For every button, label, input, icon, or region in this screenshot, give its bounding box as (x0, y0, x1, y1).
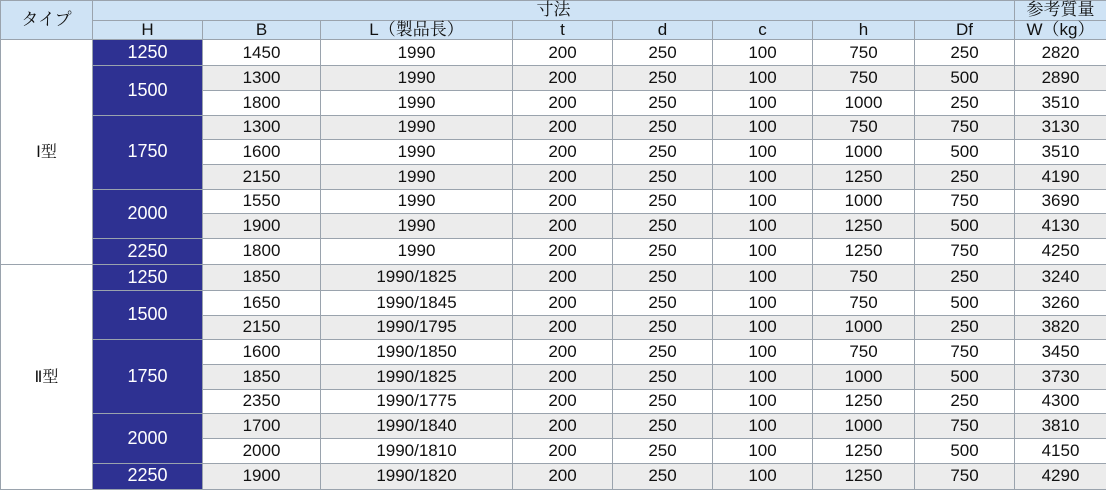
cell-b: 1850 (203, 265, 321, 291)
cell-t: 200 (513, 439, 613, 464)
cell-c: 100 (713, 40, 813, 66)
cell-l: 1990 (321, 189, 513, 214)
cell-b: 1850 (203, 365, 321, 390)
cell-d: 250 (613, 214, 713, 239)
cell-df: 750 (915, 115, 1015, 140)
cell-t: 200 (513, 389, 613, 414)
header-col-h: H (93, 20, 203, 40)
header-col-c: c (713, 20, 813, 40)
cell-c: 100 (713, 66, 813, 91)
cell-l: 1990/1810 (321, 439, 513, 464)
cell-df: 500 (915, 365, 1015, 390)
cell-h: 1250 (813, 165, 915, 190)
cell-d: 250 (613, 315, 713, 340)
cell-h: 1000 (813, 91, 915, 116)
type-cell (1, 40, 93, 265)
cell-df: 250 (915, 40, 1015, 66)
cell-d: 250 (613, 414, 713, 439)
cell-l: 1990/1825 (321, 265, 513, 291)
cell-c: 100 (713, 291, 813, 316)
cell-t: 200 (513, 66, 613, 91)
h-value-cell: 1250 (93, 265, 203, 291)
h-value-cell: 2250 (93, 239, 203, 265)
cell-t: 200 (513, 140, 613, 165)
header-type: タイプ (1, 1, 93, 40)
cell-c: 100 (713, 463, 813, 489)
h-value-cell: 1500 (93, 291, 203, 340)
cell-c: 100 (713, 315, 813, 340)
cell-b: 1700 (203, 414, 321, 439)
cell-d: 250 (613, 265, 713, 291)
cell-df: 750 (915, 414, 1015, 439)
cell-mass: 4290 (1015, 463, 1106, 489)
cell-l: 1990 (321, 239, 513, 265)
h-value-cell: 1750 (93, 115, 203, 189)
cell-b: 1300 (203, 66, 321, 91)
cell-d: 250 (613, 140, 713, 165)
cell-mass: 3810 (1015, 414, 1106, 439)
h-value-cell: 1250 (93, 40, 203, 66)
cell-l: 1990/1775 (321, 389, 513, 414)
cell-d: 250 (613, 291, 713, 316)
cell-l: 1990 (321, 214, 513, 239)
cell-d: 250 (613, 463, 713, 489)
cell-t: 200 (513, 91, 613, 116)
cell-t: 200 (513, 40, 613, 66)
cell-mass: 3450 (1015, 340, 1106, 365)
cell-t: 200 (513, 315, 613, 340)
cell-h: 1000 (813, 365, 915, 390)
header-row-top (1, 1, 1106, 21)
header-col-h2: h (813, 20, 915, 40)
cell-mass: 4150 (1015, 439, 1106, 464)
cell-l: 1990/1845 (321, 291, 513, 316)
cell-h: 1000 (813, 315, 915, 340)
cell-d: 250 (613, 365, 713, 390)
cell-b: 2000 (203, 439, 321, 464)
cell-h: 750 (813, 340, 915, 365)
cell-b: 1800 (203, 239, 321, 265)
cell-t: 200 (513, 189, 613, 214)
cell-c: 100 (713, 239, 813, 265)
cell-mass: 3820 (1015, 315, 1106, 340)
cell-df: 500 (915, 291, 1015, 316)
cell-c: 100 (713, 214, 813, 239)
cell-l: 1990 (321, 115, 513, 140)
cell-l: 1990/1795 (321, 315, 513, 340)
cell-b: 1600 (203, 340, 321, 365)
cell-d: 250 (613, 40, 713, 66)
type-label: Ⅱ型 (34, 368, 59, 386)
cell-h: 1250 (813, 389, 915, 414)
cell-h: 1250 (813, 239, 915, 265)
cell-df: 250 (915, 91, 1015, 116)
header-col-b: B (203, 20, 321, 40)
cell-h: 1250 (813, 439, 915, 464)
cell-t: 200 (513, 365, 613, 390)
cell-l: 1990 (321, 91, 513, 116)
cell-b: 2150 (203, 315, 321, 340)
cell-c: 100 (713, 165, 813, 190)
header-col-t: t (513, 20, 613, 40)
cell-c: 100 (713, 265, 813, 291)
cell-b: 2350 (203, 389, 321, 414)
cell-d: 250 (613, 115, 713, 140)
cell-df: 500 (915, 66, 1015, 91)
cell-d: 250 (613, 439, 713, 464)
table-row (1, 291, 1106, 316)
cell-c: 100 (713, 189, 813, 214)
cell-df: 750 (915, 463, 1015, 489)
cell-c: 100 (713, 439, 813, 464)
cell-mass: 3730 (1015, 365, 1106, 390)
cell-l: 1990/1850 (321, 340, 513, 365)
cell-mass: 3130 (1015, 115, 1106, 140)
h-value-cell: 2250 (93, 463, 203, 489)
cell-t: 200 (513, 214, 613, 239)
cell-mass: 2820 (1015, 40, 1106, 66)
cell-l: 1990/1825 (321, 365, 513, 390)
cell-b: 1550 (203, 189, 321, 214)
cell-t: 200 (513, 463, 613, 489)
cell-h: 1250 (813, 463, 915, 489)
cell-h: 1000 (813, 189, 915, 214)
cell-h: 750 (813, 265, 915, 291)
cell-df: 250 (915, 389, 1015, 414)
cell-b: 1800 (203, 91, 321, 116)
cell-b: 1600 (203, 140, 321, 165)
cell-df: 750 (915, 189, 1015, 214)
cell-df: 750 (915, 239, 1015, 265)
header-col-df: Df (915, 20, 1015, 40)
header-row-sub (1, 20, 1106, 40)
cell-h: 1000 (813, 414, 915, 439)
cell-mass: 4300 (1015, 389, 1106, 414)
cell-mass: 4130 (1015, 214, 1106, 239)
cell-d: 250 (613, 189, 713, 214)
cell-d: 250 (613, 66, 713, 91)
cell-t: 200 (513, 115, 613, 140)
cell-b: 2150 (203, 165, 321, 190)
cell-t: 200 (513, 265, 613, 291)
table-row (1, 40, 1106, 66)
cell-l: 1990/1840 (321, 414, 513, 439)
cell-mass: 3240 (1015, 265, 1106, 291)
cell-t: 200 (513, 414, 613, 439)
cell-c: 100 (713, 91, 813, 116)
cell-l: 1990 (321, 140, 513, 165)
table-row (1, 414, 1106, 439)
header-reference-mass: 参考質量 (1015, 1, 1106, 21)
cell-c: 100 (713, 365, 813, 390)
cell-c: 100 (713, 115, 813, 140)
table-row (1, 463, 1106, 489)
cell-df: 500 (915, 140, 1015, 165)
cell-df: 750 (915, 340, 1015, 365)
table-row (1, 66, 1106, 91)
cell-h: 1000 (813, 140, 915, 165)
type-cell (1, 265, 93, 490)
cell-mass: 3510 (1015, 91, 1106, 116)
cell-b: 1450 (203, 40, 321, 66)
cell-h: 750 (813, 291, 915, 316)
cell-d: 250 (613, 91, 713, 116)
cell-l: 1990/1820 (321, 463, 513, 489)
cell-c: 100 (713, 340, 813, 365)
header-dimensions: 寸法 (93, 1, 1015, 21)
cell-b: 1300 (203, 115, 321, 140)
cell-mass: 3510 (1015, 140, 1106, 165)
cell-c: 100 (713, 414, 813, 439)
cell-df: 500 (915, 214, 1015, 239)
cell-mass: 4250 (1015, 239, 1106, 265)
header-col-l: L（製品長） (321, 20, 513, 40)
h-value-cell: 1500 (93, 66, 203, 115)
cell-b: 1900 (203, 214, 321, 239)
cell-l: 1990 (321, 40, 513, 66)
cell-df: 250 (915, 165, 1015, 190)
table-row (1, 115, 1106, 140)
cell-b: 1900 (203, 463, 321, 489)
cell-l: 1990 (321, 66, 513, 91)
cell-df: 250 (915, 315, 1015, 340)
cell-l: 1990 (321, 165, 513, 190)
cell-d: 250 (613, 239, 713, 265)
type-label: Ⅰ型 (36, 143, 57, 161)
cell-t: 200 (513, 340, 613, 365)
table-row (1, 265, 1106, 291)
cell-mass: 3690 (1015, 189, 1106, 214)
h-value-cell: 1750 (93, 340, 203, 414)
cell-df: 500 (915, 439, 1015, 464)
cell-h: 750 (813, 40, 915, 66)
cell-mass: 2890 (1015, 66, 1106, 91)
h-value-cell: 2000 (93, 189, 203, 238)
cell-t: 200 (513, 165, 613, 190)
table-body (1, 40, 1106, 490)
table-row (1, 239, 1106, 265)
cell-b: 1650 (203, 291, 321, 316)
cell-t: 200 (513, 239, 613, 265)
cell-h: 1250 (813, 214, 915, 239)
cell-df: 250 (915, 265, 1015, 291)
cell-mass: 4190 (1015, 165, 1106, 190)
cell-d: 250 (613, 340, 713, 365)
cell-mass: 3260 (1015, 291, 1106, 316)
table-row (1, 340, 1106, 365)
cell-c: 100 (713, 389, 813, 414)
cell-d: 250 (613, 165, 713, 190)
cell-c: 100 (713, 140, 813, 165)
cell-t: 200 (513, 291, 613, 316)
table-row (1, 189, 1106, 214)
cell-h: 750 (813, 115, 915, 140)
table-header (1, 1, 1106, 40)
cell-d: 250 (613, 389, 713, 414)
h-value-cell: 2000 (93, 414, 203, 463)
cell-h: 750 (813, 66, 915, 91)
header-col-mass-unit: W（kg） (1015, 20, 1106, 40)
header-col-d: d (613, 20, 713, 40)
